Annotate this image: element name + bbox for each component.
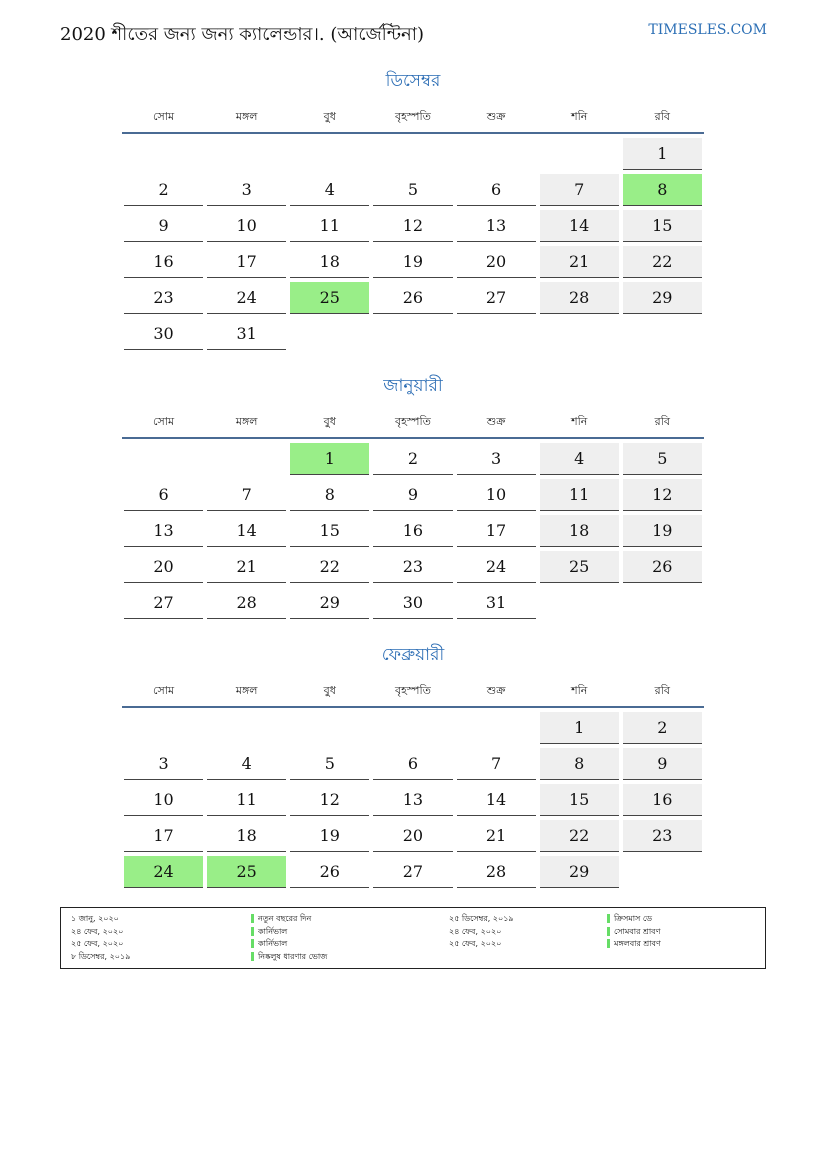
- weekday-label: মঙ্গল: [235, 110, 258, 123]
- day-number: 25: [207, 856, 286, 888]
- holiday-date-text: ৮ ডিসেম্বর, ২০১৯: [71, 951, 131, 961]
- day-cell: [205, 551, 288, 587]
- weekday-label: বৃহস্পতি: [394, 110, 431, 123]
- day-cell: [205, 784, 288, 820]
- day-number: 4: [207, 748, 286, 780]
- day-number: 1: [290, 443, 369, 475]
- day-cell: [538, 748, 621, 784]
- day-cell: [122, 318, 205, 354]
- day-number: 21: [540, 246, 619, 278]
- month-title: জানুয়ারী: [383, 376, 443, 396]
- legend-dates-col-2: [449, 913, 514, 951]
- day-number: 21: [457, 820, 536, 852]
- day-number: 12: [623, 479, 702, 511]
- day-number: 23: [124, 282, 203, 314]
- day-cell: [205, 210, 288, 246]
- day-cell: [288, 515, 371, 551]
- holiday-legend: [60, 907, 766, 969]
- holiday-name-text: মঙ্গলবার শ্রাবণ: [607, 939, 661, 948]
- day-number: 11: [540, 479, 619, 511]
- day-cell: [371, 246, 454, 282]
- day-cell: [288, 784, 371, 820]
- day-cell: [288, 246, 371, 282]
- day-number: 15: [290, 515, 369, 547]
- day-cell: [205, 246, 288, 282]
- day-cell: [122, 551, 205, 587]
- day-number: 27: [124, 587, 203, 619]
- day-number: 13: [457, 210, 536, 242]
- empty-cell: [122, 138, 205, 174]
- day-cell: [621, 282, 704, 318]
- day-cell: [205, 856, 288, 892]
- day-number: 23: [373, 551, 452, 583]
- weekday-label: বুধ: [323, 110, 336, 123]
- holiday-name-text: কার্নিভাল: [251, 939, 287, 948]
- legend-date: [449, 913, 514, 926]
- day-cell: [288, 210, 371, 246]
- day-number: 25: [540, 551, 619, 583]
- weekday-header: [122, 413, 704, 439]
- empty-cell: [122, 712, 205, 748]
- day-number: 5: [290, 748, 369, 780]
- empty-cell: [455, 712, 538, 748]
- day-cell: [288, 443, 371, 479]
- day-number: 30: [124, 318, 203, 350]
- day-cell: [621, 515, 704, 551]
- day-number: 17: [207, 246, 286, 278]
- day-number: 22: [540, 820, 619, 852]
- day-number: 16: [373, 515, 452, 547]
- day-cell: [122, 587, 205, 623]
- day-cell: [122, 479, 205, 515]
- day-cell: [621, 712, 704, 748]
- day-number: 17: [124, 820, 203, 852]
- day-cell: [371, 820, 454, 856]
- day-cell: [621, 551, 704, 587]
- weekday-label: রবি: [654, 684, 670, 697]
- day-number: 12: [290, 784, 369, 816]
- day-cell: [538, 174, 621, 210]
- day-cell: [538, 784, 621, 820]
- empty-cell: [455, 138, 538, 174]
- legend-holiday-name: [251, 913, 327, 926]
- day-number: 1: [623, 138, 702, 170]
- day-cell: [455, 210, 538, 246]
- day-cell: [538, 515, 621, 551]
- day-number: 20: [373, 820, 452, 852]
- day-cell: [455, 174, 538, 210]
- day-number: 4: [290, 174, 369, 206]
- day-cell: [538, 443, 621, 479]
- day-cell: [538, 712, 621, 748]
- day-number: 22: [623, 246, 702, 278]
- day-number: 31: [457, 587, 536, 619]
- day-cell: [205, 174, 288, 210]
- day-number: 26: [373, 282, 452, 314]
- day-cell: [205, 748, 288, 784]
- day-number: 29: [290, 587, 369, 619]
- legend-date: [449, 926, 514, 939]
- day-number: 29: [540, 856, 619, 888]
- holiday-date-text: ২৪ ফেব, ২০২০: [71, 926, 124, 936]
- weekday-label: সোম: [153, 110, 175, 123]
- day-cell: [455, 479, 538, 515]
- day-cell: [455, 784, 538, 820]
- holiday-date-text: ২৫ ডিসেম্বর, ২০১৯: [449, 914, 514, 923]
- day-number: 24: [457, 551, 536, 583]
- day-number: 7: [457, 748, 536, 780]
- weekday-label: সোম: [153, 415, 175, 428]
- weekday-label: মঙ্গল: [235, 684, 258, 697]
- day-number: 14: [457, 784, 536, 816]
- month-calendar: [122, 373, 704, 623]
- day-number: 6: [373, 748, 452, 780]
- day-cell: [288, 587, 371, 623]
- weekday-label: শনি: [571, 110, 588, 123]
- day-cell: [621, 138, 704, 174]
- day-cell: [371, 856, 454, 892]
- day-number: 2: [124, 174, 203, 206]
- empty-cell: [205, 712, 288, 748]
- holiday-name-text: নতুন বছরের দিন: [251, 914, 311, 923]
- day-cell: [122, 820, 205, 856]
- day-number: 20: [457, 246, 536, 278]
- empty-cell: [371, 138, 454, 174]
- weekday-label: রবি: [654, 110, 670, 123]
- empty-cell: [122, 443, 205, 479]
- day-number: 4: [540, 443, 619, 475]
- page-title: 2020 শীতের জন্য জন্য ক্যালেন্ডার।. (আর্জেন্টিনা): [60, 24, 424, 45]
- day-cell: [205, 282, 288, 318]
- day-cell: [538, 551, 621, 587]
- day-cell: [538, 820, 621, 856]
- weekday-header: [122, 682, 704, 708]
- day-number: 3: [124, 748, 203, 780]
- empty-cell: [205, 443, 288, 479]
- weekday-label: শনি: [571, 684, 588, 697]
- day-cell: [205, 318, 288, 354]
- weekday-label: সোম: [153, 684, 175, 697]
- day-number: 21: [207, 551, 286, 583]
- day-number: 28: [540, 282, 619, 314]
- legend-date: [71, 951, 130, 964]
- day-cell: [205, 515, 288, 551]
- day-cell: [455, 515, 538, 551]
- day-number: 6: [124, 479, 203, 511]
- weekday-label: বুধ: [323, 415, 336, 428]
- month-title: ফেব্রুয়ারী: [381, 645, 445, 665]
- legend-date: [71, 938, 130, 951]
- day-cell: [621, 443, 704, 479]
- legend-holiday-name: [251, 951, 327, 964]
- month-calendar: [122, 68, 704, 354]
- day-cell: [538, 856, 621, 892]
- day-number: 27: [373, 856, 452, 888]
- day-number: 14: [540, 210, 619, 242]
- month-calendar: [122, 642, 704, 892]
- day-number: 26: [623, 551, 702, 583]
- day-number: 16: [623, 784, 702, 816]
- day-cell: [122, 282, 205, 318]
- site-link[interactable]: TIMESLES.COM: [648, 22, 767, 38]
- day-cell: [371, 587, 454, 623]
- legend-holiday-name: [607, 926, 661, 939]
- day-number: 2: [623, 712, 702, 744]
- day-number: 17: [457, 515, 536, 547]
- weekday-label: শুক্র: [486, 415, 506, 428]
- day-cell: [538, 246, 621, 282]
- legend-holiday-name: [251, 938, 327, 951]
- day-number: 31: [207, 318, 286, 350]
- day-cell: [122, 174, 205, 210]
- day-cell: [371, 551, 454, 587]
- day-number: 12: [373, 210, 452, 242]
- day-cell: [371, 174, 454, 210]
- legend-date: [71, 926, 130, 939]
- day-number: 9: [623, 748, 702, 780]
- weekday-label: শুক্র: [486, 110, 506, 123]
- day-grid: [122, 708, 704, 892]
- day-cell: [122, 856, 205, 892]
- day-number: 15: [623, 210, 702, 242]
- day-number: 18: [207, 820, 286, 852]
- empty-cell: [538, 138, 621, 174]
- day-number: 14: [207, 515, 286, 547]
- day-cell: [621, 820, 704, 856]
- day-cell: [455, 748, 538, 784]
- holiday-date-text: ১ জানু, ২০২০: [71, 914, 119, 923]
- day-number: 7: [207, 479, 286, 511]
- day-number: 26: [290, 856, 369, 888]
- day-number: 24: [207, 282, 286, 314]
- day-cell: [371, 443, 454, 479]
- day-number: 1: [540, 712, 619, 744]
- day-number: 11: [207, 784, 286, 816]
- day-cell: [288, 479, 371, 515]
- day-number: 16: [124, 246, 203, 278]
- holiday-name-text: সোমবার শ্রাবণ: [607, 927, 660, 936]
- empty-cell: [371, 712, 454, 748]
- day-cell: [455, 443, 538, 479]
- day-number: 7: [540, 174, 619, 206]
- day-cell: [455, 551, 538, 587]
- day-cell: [288, 748, 371, 784]
- day-cell: [288, 551, 371, 587]
- day-cell: [538, 479, 621, 515]
- empty-cell: [205, 138, 288, 174]
- legend-holiday-name: [607, 913, 661, 926]
- day-cell: [122, 210, 205, 246]
- day-cell: [205, 587, 288, 623]
- day-cell: [288, 820, 371, 856]
- day-number: 18: [290, 246, 369, 278]
- weekday-label: শুক্র: [486, 684, 506, 697]
- holiday-date-text: ২৫ ফেব, ২০২০: [71, 939, 124, 948]
- legend-names-col-2: [607, 913, 661, 951]
- day-number: 20: [124, 551, 203, 583]
- day-number: 11: [290, 210, 369, 242]
- day-cell: [371, 210, 454, 246]
- month-title: ডিসেম্বর: [385, 71, 441, 91]
- day-cell: [371, 515, 454, 551]
- day-number: 13: [373, 784, 452, 816]
- weekday-label: শনি: [571, 415, 588, 428]
- day-cell: [205, 820, 288, 856]
- day-cell: [621, 784, 704, 820]
- weekday-label: রবি: [654, 415, 670, 428]
- day-number: 10: [457, 479, 536, 511]
- day-number: 2: [373, 443, 452, 475]
- day-number: 24: [124, 856, 203, 888]
- day-cell: [621, 210, 704, 246]
- day-cell: [371, 784, 454, 820]
- day-number: 10: [124, 784, 203, 816]
- day-number: 25: [290, 282, 369, 314]
- day-cell: [621, 174, 704, 210]
- weekday-label: বৃহস্পতি: [394, 684, 431, 697]
- empty-cell: [288, 138, 371, 174]
- holiday-name-text: নিষ্কলুষ ধারণার ভোজ: [251, 952, 327, 961]
- day-grid: [122, 439, 704, 623]
- weekday-label: বৃহস্পতি: [394, 415, 431, 428]
- day-number: 28: [207, 587, 286, 619]
- holiday-date-text: ২৪ ফেব, ২০২০: [449, 926, 502, 936]
- day-cell: [122, 784, 205, 820]
- day-cell: [371, 282, 454, 318]
- day-number: 22: [290, 551, 369, 583]
- empty-cell: [288, 712, 371, 748]
- day-number: 9: [124, 210, 203, 242]
- day-number: 3: [457, 443, 536, 475]
- holiday-name-text: ক্রিসমাস ডে: [607, 914, 652, 923]
- day-number: 19: [623, 515, 702, 547]
- holiday-date-text: ২৫ ফেব, ২০২০: [449, 939, 502, 948]
- day-cell: [621, 748, 704, 784]
- day-cell: [538, 282, 621, 318]
- day-cell: [122, 748, 205, 784]
- day-cell: [371, 479, 454, 515]
- day-cell: [122, 246, 205, 282]
- day-cell: [455, 246, 538, 282]
- day-grid: [122, 134, 704, 354]
- day-number: 23: [623, 820, 702, 852]
- legend-holiday-name: [251, 926, 327, 939]
- legend-holiday-name: [607, 938, 661, 951]
- day-number: 27: [457, 282, 536, 314]
- day-cell: [455, 856, 538, 892]
- day-cell: [455, 820, 538, 856]
- weekday-label: মঙ্গল: [235, 415, 258, 428]
- day-cell: [371, 748, 454, 784]
- day-cell: [205, 479, 288, 515]
- legend-date: [449, 938, 514, 951]
- day-number: 19: [373, 246, 452, 278]
- weekday-header: [122, 108, 704, 134]
- day-number: 9: [373, 479, 452, 511]
- day-number: 8: [290, 479, 369, 511]
- legend-date: [71, 913, 130, 926]
- weekday-label: বুধ: [323, 684, 336, 697]
- day-cell: [288, 174, 371, 210]
- day-cell: [455, 587, 538, 623]
- holiday-name-text: কার্নিভাল: [251, 927, 287, 936]
- day-number: 5: [623, 443, 702, 475]
- legend-dates-col-1: [71, 913, 130, 963]
- day-cell: [455, 282, 538, 318]
- day-number: 30: [373, 587, 452, 619]
- day-cell: [122, 515, 205, 551]
- day-number: 5: [373, 174, 452, 206]
- day-number: 15: [540, 784, 619, 816]
- day-cell: [288, 282, 371, 318]
- day-cell: [621, 246, 704, 282]
- day-number: 6: [457, 174, 536, 206]
- legend-names-col-1: [251, 913, 327, 963]
- day-cell: [538, 210, 621, 246]
- day-number: 3: [207, 174, 286, 206]
- day-number: 19: [290, 820, 369, 852]
- day-number: 29: [623, 282, 702, 314]
- day-number: 8: [623, 174, 702, 206]
- day-number: 8: [540, 748, 619, 780]
- day-cell: [288, 856, 371, 892]
- day-cell: [621, 479, 704, 515]
- day-number: 18: [540, 515, 619, 547]
- day-number: 28: [457, 856, 536, 888]
- day-number: 10: [207, 210, 286, 242]
- day-number: 13: [124, 515, 203, 547]
